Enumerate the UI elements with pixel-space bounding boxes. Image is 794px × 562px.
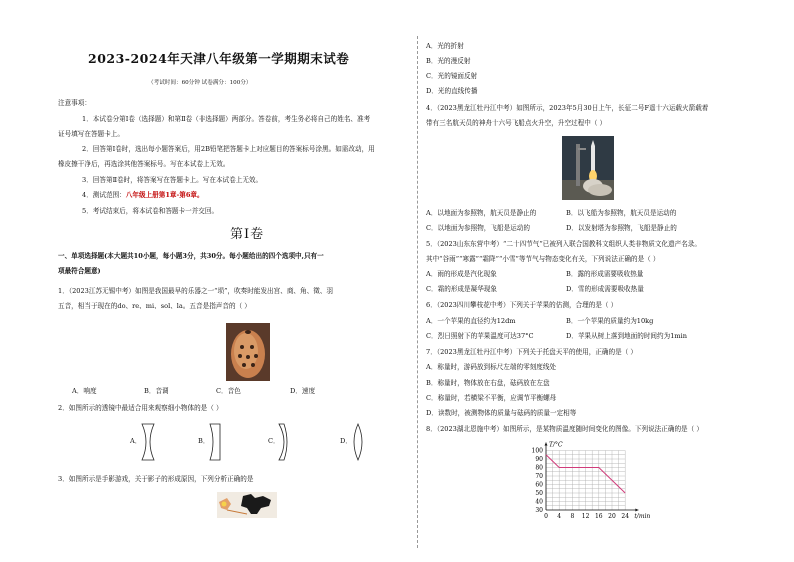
x-tick-label: 0 — [544, 513, 548, 520]
question-6: 6．（2023四川攀枝花中考）下列关于苹果的估测，合理的是（ ） — [426, 301, 618, 309]
option-c: C．烈日照射下的苹果温度可达37°C — [426, 332, 534, 340]
question-1: 1．（2023江苏无锡中考）如图是我国最早的乐器之一“埙”，吹奏时能发出宫、商、角、徵、羽 — [58, 287, 333, 295]
notice-line: 1．本试卷分第Ⅰ卷（选择题）和第Ⅱ卷（非选择题）两部分。答卷前，考生务必将自己的姓名、准考 — [82, 115, 371, 123]
question-3: 3．如图所示是手影游戏，关于影子的形成原因，下列分析正确的是 — [58, 475, 254, 483]
option-c: C．称量时，若横梁不平衡，应调节平衡螺母 — [426, 394, 557, 402]
x-tick-label: 12 — [581, 513, 590, 520]
x-tick-label: 24 — [621, 513, 630, 520]
y-tick-label: 40 — [535, 498, 543, 506]
option-a: A．一个苹果的直径约为12dm — [426, 317, 516, 325]
option-c: C．霜的形成是凝华现象 — [426, 285, 497, 293]
paper-title: 2023-2024年天津八年级第一学期期末试卷 — [88, 51, 350, 66]
column-divider — [417, 36, 418, 548]
y-tick-label: 60 — [535, 481, 543, 489]
option-d: D．雪的形成需要吸收热量 — [566, 285, 644, 293]
y-tick-label: 80 — [535, 464, 543, 472]
plano-concave-lens-b — [208, 422, 222, 462]
y-axis-arrow — [545, 443, 548, 446]
temperature-time-chart — [524, 436, 660, 522]
option-c: C．以地面为参照物，飞船是运动的 — [426, 224, 530, 232]
question-4: 带有三名航天员的神舟十六号飞船点火升空，升空过程中（ ） — [426, 119, 607, 127]
option-b: B．称量时，物体放在右盘，砝码放在左盘 — [426, 379, 550, 387]
test-scope: 八年级上册第1章-第6章。 — [125, 191, 204, 199]
option-d: D．以发射塔为参照物，飞船是静止的 — [566, 224, 677, 232]
x-tick-label: 20 — [608, 513, 616, 520]
option-a: A．响度 — [72, 387, 97, 395]
option-b: B．一个苹果的质量约为10kg — [566, 317, 654, 325]
option-a: A．称量时，游码放到标尺左端的零刻度线处 — [426, 363, 557, 371]
y-tick-label: 90 — [535, 456, 543, 463]
question-5: 5．（2023山东东营中考）“二十四节气”已被列入联合国教科文组织人类非物质文化遗产名录。 — [426, 240, 701, 248]
option-c: C．光的镜面反射 — [426, 72, 478, 80]
option-b: B．露的形成需要吸收热量 — [566, 270, 644, 278]
section-title: 第Ⅰ卷 — [230, 227, 265, 242]
hand-shadow-image — [217, 492, 277, 518]
x-axis-label: t/min — [634, 513, 651, 520]
y-axis-label: T/°C — [549, 441, 563, 449]
notice-line: 证号填写在答题卡上。 — [58, 130, 124, 138]
option-a: A．以地面为参照物，航天员是静止的 — [426, 209, 537, 217]
question-7: 7．（2023黑龙江牡丹江中考）下列关于托盘天平的使用，正确的是（ ） — [426, 348, 637, 356]
question-4: 4．（2023黑龙江牡丹江中考）如图所示，2023年5月30日上午，长征二号F遥十六运载火箭载着 — [426, 104, 709, 112]
option-d: D．速度 — [290, 387, 316, 395]
meniscus-lens-c — [276, 422, 290, 462]
concave-lens-a — [140, 422, 156, 462]
option-c: C． — [268, 437, 280, 445]
notice-line: 5．考试结束后，将本试卷和答题卡一并交回。 — [82, 207, 219, 215]
notice-line: 2．回答第Ⅰ卷时，选出每小题答案后，用2B铅笔把答题卡上对应题目的答案标号涂黑。如需改动，用 — [82, 145, 375, 153]
option-b: B．音调 — [144, 387, 169, 395]
y-tick-label: 100 — [531, 447, 543, 455]
y-tick-label: 50 — [535, 490, 543, 497]
x-tick-label: 8 — [570, 513, 575, 520]
notice-4-label: 4．测试范围： — [82, 191, 126, 199]
part-heading: 项最符合题意) — [58, 267, 101, 275]
x-tick-label: 16 — [594, 513, 603, 520]
option-a: A．光的折射 — [426, 42, 464, 50]
option-c: C．音色 — [216, 387, 241, 395]
option-d: D．苹果从树上落到地面的时间约为1min — [566, 332, 687, 340]
question-1: 五音，相当于现在的do、re、mi、sol、la。五音是指声音的（ ） — [58, 302, 251, 310]
rocket-launch-image — [562, 136, 614, 200]
option-b: B． — [198, 437, 210, 445]
x-axis-arrow — [635, 509, 638, 512]
notice-line — [82, 190, 204, 200]
option-b: B．以飞船为参照物，航天员是运动的 — [566, 209, 677, 217]
option-d: D．光的直线传播 — [426, 87, 478, 95]
convex-lens-d — [350, 422, 366, 462]
notice-line: 3．回答第Ⅱ卷时，将答案写在答题卡上。写在本试卷上无效。 — [82, 176, 263, 184]
question-5: 其中“谷雨”“寒露”“霜降”“小雪”等节气与物态变化有关，下列说法正确的是（ ） — [426, 255, 660, 263]
question-2: 2．如图所示的透镜中最适合用来观察细小物体的是（ ） — [58, 404, 223, 412]
question-8: 8．（2023湖北恩施中考）如图所示，是某物质温度随时间变化的图像。下列说法正确的是（ ） — [426, 425, 703, 433]
option-a: A． — [130, 437, 142, 445]
ocarina-image — [226, 323, 270, 381]
option-d: D．读数时，被测物体的质量与砝码的质量一定相等 — [426, 409, 577, 417]
x-tick-label: 4 — [557, 513, 562, 520]
notice-title: 注意事项： — [58, 99, 91, 107]
notice-line: 橡皮擦干净后，再选涂其他答案标号。写在本试卷上无效。 — [58, 160, 230, 168]
paper-subtitle: （考试时间：60分钟 试卷满分：100分） — [148, 80, 252, 86]
y-tick-label: 30 — [535, 507, 543, 514]
option-d: D． — [340, 437, 352, 445]
part-heading: 一、单项选择题(本大题共10小题，每小题3分，共30分。每小题给出的四个选项中,只有一 — [58, 252, 324, 260]
y-tick-label: 70 — [535, 473, 543, 480]
option-a: A．雨的形成是汽化现象 — [426, 270, 497, 278]
option-b: B．光的漫反射 — [426, 57, 471, 65]
